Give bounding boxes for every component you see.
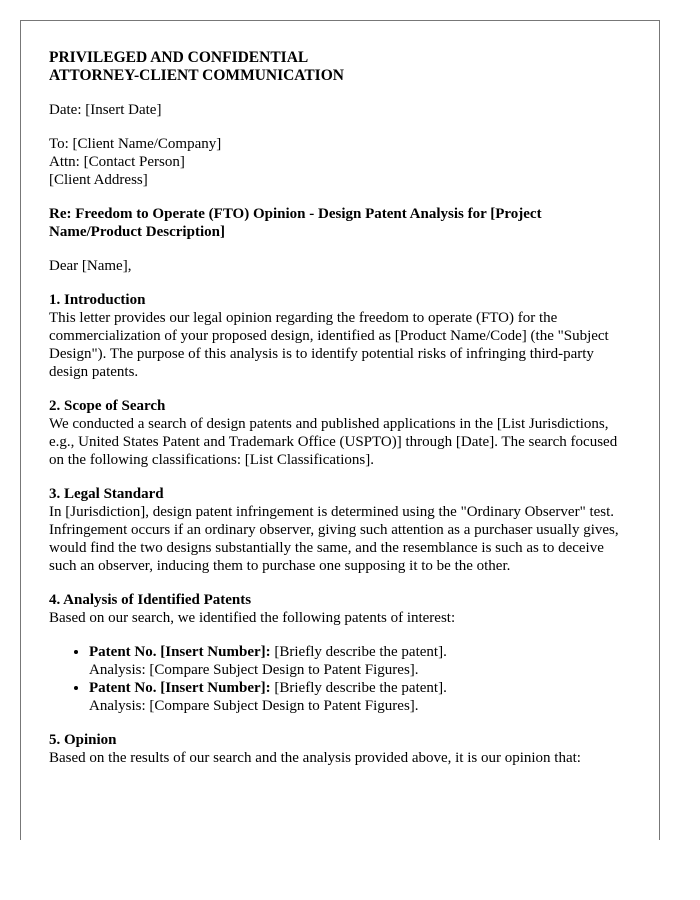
section-scope <box>49 397 629 469</box>
salutation: Dear [Name], <box>49 258 132 274</box>
section-title: 2. Scope of Search <box>49 398 166 414</box>
list-item <box>89 679 629 715</box>
header-line-attorney-client: ATTORNEY-CLIENT COMMUNICATION <box>49 67 344 84</box>
section-title: 4. Analysis of Identified Patents <box>49 592 252 608</box>
patent-number-label: Patent No. [Insert Number]: <box>89 680 271 696</box>
section-body: Based on the results of our search and the analysis provided above, it is our opinion that: <box>49 750 581 766</box>
patent-description: [Briefly describe the patent]. <box>270 644 447 660</box>
letter-content <box>49 49 629 767</box>
recipient-to: To: [Client Name/Company] <box>49 136 222 152</box>
recipient-address: [Client Address] <box>49 172 148 188</box>
section-opinion <box>49 731 629 767</box>
patent-number-label: Patent No. [Insert Number]: <box>89 644 271 660</box>
section-title: 5. Opinion <box>49 732 117 748</box>
section-body: This letter provides our legal opinion regarding the freedom to operate (FTO) for the commercialization of your proposed design, identified as [Product Name/Code] (the "Subject Design"). The purpose of this analysis is to identify potential risks of infringing third-party design patents. <box>49 310 609 380</box>
section-introduction <box>49 291 629 381</box>
letter-page <box>20 20 660 840</box>
recipient-attn: Attn: [Contact Person] <box>49 154 185 170</box>
patent-description: [Briefly describe the patent]. <box>270 680 447 696</box>
date-line: Date: [Insert Date] <box>49 102 162 118</box>
patent-analysis: Analysis: [Compare Subject Design to Patent Figures]. <box>89 698 419 714</box>
section-body: Based on our search, we identified the following patents of interest: <box>49 610 456 626</box>
patent-analysis: Analysis: [Compare Subject Design to Patent Figures]. <box>89 662 419 678</box>
section-analysis <box>49 591 629 715</box>
section-legal-standard <box>49 485 629 575</box>
section-body: We conducted a search of design patents and published applications in the [List Jurisdictions, e.g., United States Patent and Trademark Office (USPTO)] through [Date]. The search focused on the following classifications: [List Classifications]. <box>49 416 618 468</box>
patent-list <box>49 643 629 715</box>
section-title: 1. Introduction <box>49 292 146 308</box>
header-line-privileged: PRIVILEGED AND CONFIDENTIAL <box>49 49 309 66</box>
confidentiality-header <box>49 49 629 85</box>
list-item <box>89 643 629 679</box>
subject-line: Re: Freedom to Operate (FTO) Opinion - Design Patent Analysis for [Project Name/Product Description] <box>49 206 542 240</box>
section-body: In [Jurisdiction], design patent infringement is determined using the "Ordinary Observer" test. Infringement occurs if an ordinary observer, giving such attention as a purchaser usually gives, would find the two designs substantially the same, and the resemblance is such as to deceive such an observer, inducing them to purchase one supposing it to be the other. <box>49 504 619 574</box>
section-title: 3. Legal Standard <box>49 486 164 502</box>
recipient-block <box>49 135 629 189</box>
